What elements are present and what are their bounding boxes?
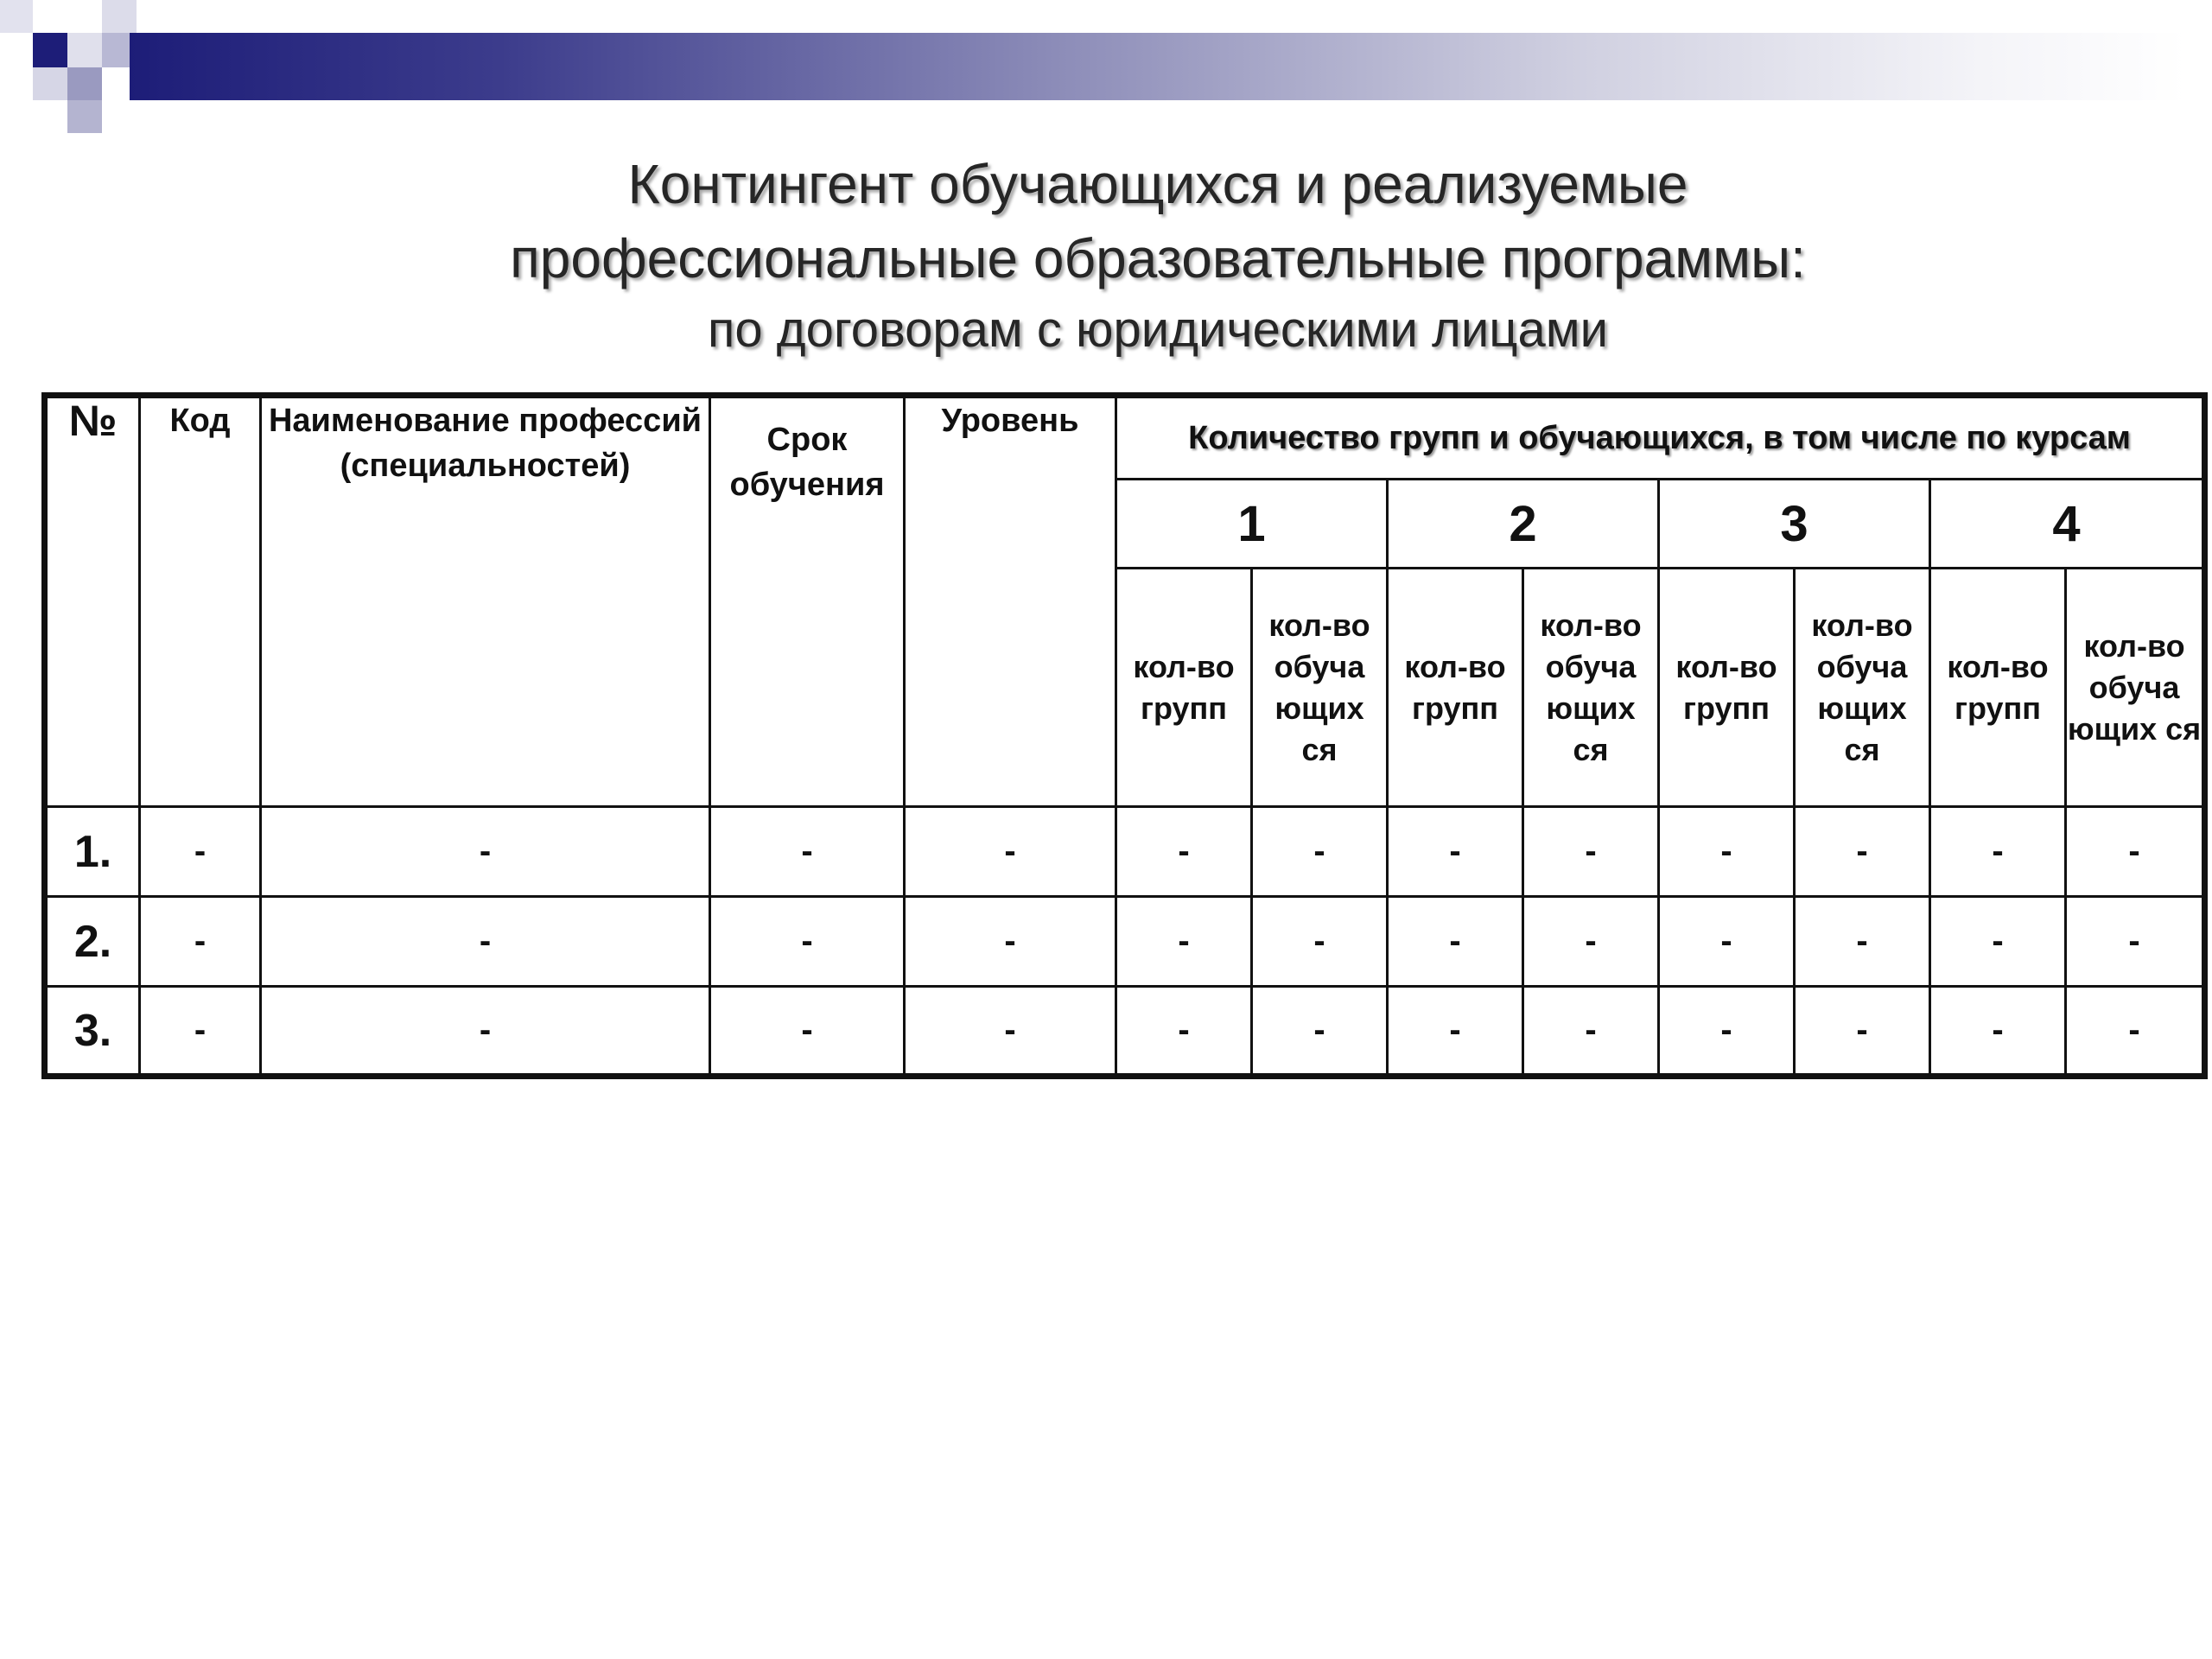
cell-course4-groups: - — [1930, 807, 2066, 897]
header-num: № — [45, 396, 140, 807]
cell-level: - — [905, 807, 1116, 897]
subheader-students-count: кол-во обуча ющих ся — [1252, 569, 1388, 807]
decor-square — [0, 0, 33, 33]
header-course-2: 2 — [1388, 480, 1659, 569]
subheader-students-count: кол-во обуча ющих ся — [1795, 569, 1930, 807]
cell-num: 1. — [45, 807, 140, 897]
cell-course3-groups: - — [1659, 897, 1795, 987]
table-row — [45, 897, 2205, 987]
subheader-students-count: кол-во обуча ющих ся — [2066, 569, 2205, 807]
table-row — [45, 987, 2205, 1077]
decor-square — [33, 67, 67, 100]
cell-level: - — [905, 897, 1116, 987]
cell-course2-students: - — [1523, 807, 1659, 897]
cell-course3-groups: - — [1659, 987, 1795, 1077]
table-row — [45, 807, 2205, 897]
header-term: Срок обучения — [710, 396, 905, 807]
decor-square — [67, 100, 102, 133]
header-course-1: 1 — [1116, 480, 1388, 569]
title-line-2: профессиональные образовательные программы: — [510, 227, 1806, 289]
cell-code: - — [140, 897, 261, 987]
decor-square — [67, 67, 102, 100]
header-name: Наименование профессий (специальностей) — [261, 396, 710, 807]
subheader-groups-count: кол-во групп — [1930, 569, 2066, 807]
cell-course4-students: - — [2066, 807, 2205, 897]
cell-course4-groups: - — [1930, 897, 2066, 987]
cell-course1-groups: - — [1116, 897, 1252, 987]
cell-course2-groups: - — [1388, 807, 1523, 897]
subheader-groups-count: кол-во групп — [1116, 569, 1252, 807]
cell-course1-students: - — [1252, 987, 1388, 1077]
title-line-1: Контингент обучающихся и реализуемые — [627, 153, 1688, 215]
cell-course1-groups: - — [1116, 807, 1252, 897]
header-gradient-bar — [130, 33, 2186, 100]
decor-square — [102, 0, 137, 33]
header-course-3: 3 — [1659, 480, 1930, 569]
cell-course3-students: - — [1795, 987, 1930, 1077]
header-groups-by-course: Количество групп и обучающихся, в том числе по курсам — [1116, 396, 2205, 480]
cell-name: - — [261, 897, 710, 987]
cell-term: - — [710, 987, 905, 1077]
decor-square — [67, 33, 102, 67]
cell-course4-students: - — [2066, 897, 2205, 987]
cell-course1-students: - — [1252, 807, 1388, 897]
slide-title — [0, 147, 2212, 365]
cell-num: 2. — [45, 897, 140, 987]
cell-course2-groups: - — [1388, 897, 1523, 987]
header-code: Код — [140, 396, 261, 807]
cell-course3-students: - — [1795, 897, 1930, 987]
decor-square — [33, 33, 67, 67]
cell-course4-students: - — [2066, 987, 2205, 1077]
contingent-table — [41, 392, 2208, 1079]
cell-course1-students: - — [1252, 897, 1388, 987]
header-course-4: 4 — [1930, 480, 2205, 569]
cell-course2-students: - — [1523, 897, 1659, 987]
cell-course2-students: - — [1523, 987, 1659, 1077]
cell-course3-groups: - — [1659, 807, 1795, 897]
cell-name: - — [261, 987, 710, 1077]
header-row-1 — [45, 396, 2205, 480]
cell-course1-groups: - — [1116, 987, 1252, 1077]
cell-term: - — [710, 807, 905, 897]
title-line-3: по договорам с юридическими лицами — [707, 302, 1609, 358]
subheader-groups-count: кол-во групп — [1388, 569, 1523, 807]
subheader-groups-count: кол-во групп — [1659, 569, 1795, 807]
cell-code: - — [140, 807, 261, 897]
cell-course4-groups: - — [1930, 987, 2066, 1077]
cell-num: 3. — [45, 987, 140, 1077]
cell-course3-students: - — [1795, 807, 1930, 897]
cell-course2-groups: - — [1388, 987, 1523, 1077]
header-level: Уровень — [905, 396, 1116, 807]
subheader-students-count: кол-во обуча ющих ся — [1523, 569, 1659, 807]
cell-term: - — [710, 897, 905, 987]
cell-code: - — [140, 987, 261, 1077]
cell-name: - — [261, 807, 710, 897]
cell-level: - — [905, 987, 1116, 1077]
